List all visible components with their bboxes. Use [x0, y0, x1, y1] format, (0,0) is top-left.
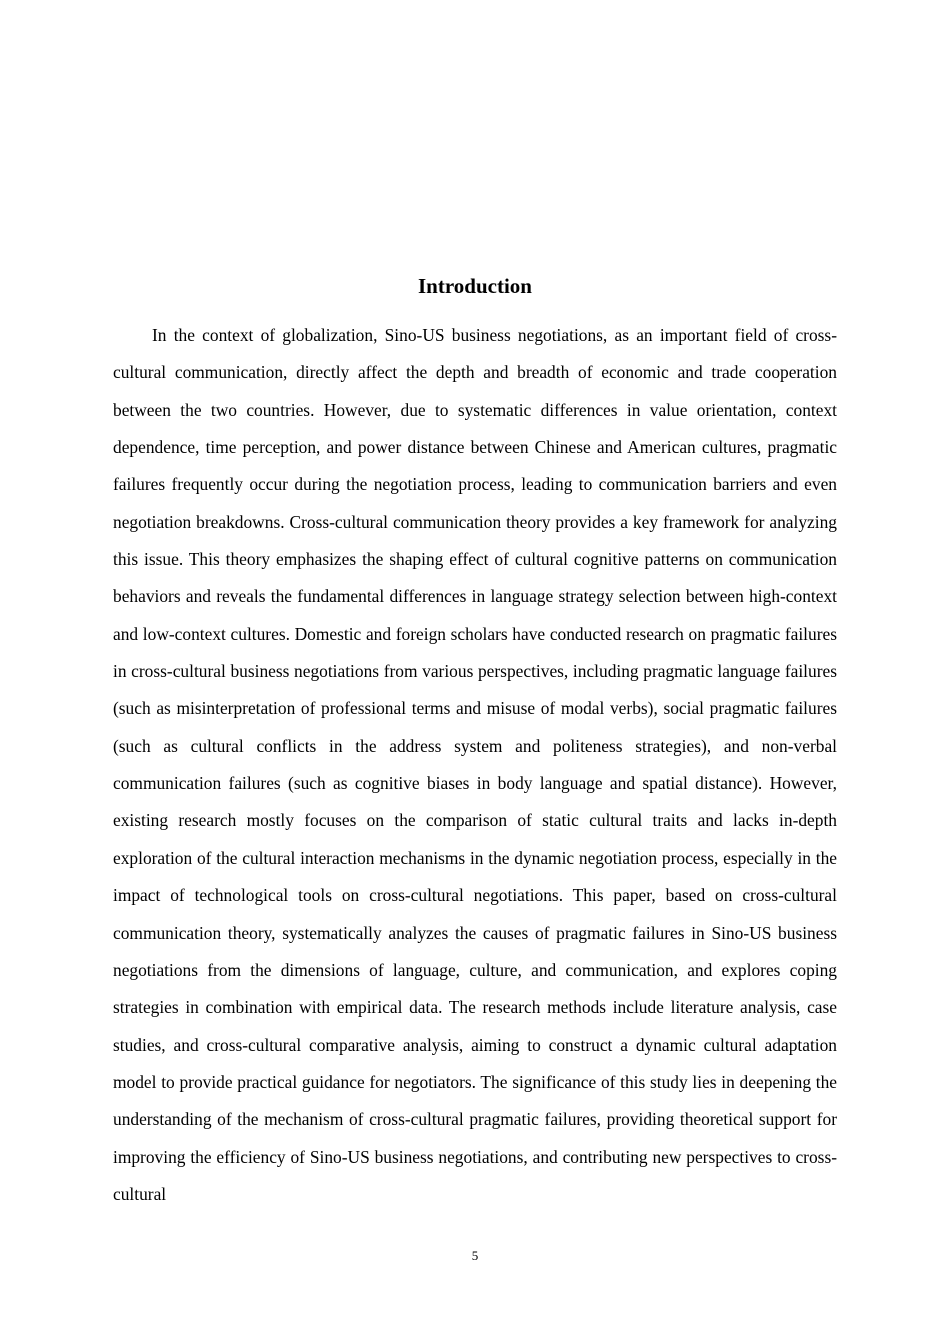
body-paragraph: In the context of globalization, Sino-US business negotiations, as an important field of cross-cultural communication, directly affect the depth and breadth of economic and trade cooperation between the two countries. However, due to systematic differences in value orientation, context dependence, time perception, and power distance between Chinese and American cultures, pragmatic failures frequently occur during the negotiation process, leading to communication barriers and even negotiation breakdowns. Cross-cultural communication theory provides a key framework for analyzing this issue. This theory emphasizes the shaping effect of cultural cognitive patterns on communication behaviors and reveals the fundamental differences in language strategy selection between high-context and low-context cultures. Domestic and foreign scholars have conducted research on pragmatic failures in cross-cultural business negotiations from various perspectives, including pragmatic language failures (such as misinterpretation of professional terms and misuse of modal verbs), social pragmatic failures (such as cultural conflicts in the address system and politeness strategies), and non-verbal communication failures (such as cognitive biases in body language and spatial distance). However, existing research mostly focuses on the comparison of static cultural traits and lacks in-depth exploration of the cultural interaction mechanisms in the dynamic negotiation process, especially in the impact of technological tools on cross-cultural negotiations. This paper, based on cross-cultural communication theory, systematically analyzes the causes of pragmatic failures in Sino-US business negotiations from the dimensions of language, culture, and communication, and explores coping strategies in combination with empirical data. The research methods include literature analysis, case studies, and cross-cultural comparative analysis, aiming to construct a dynamic cultural adaptation model to provide practical guidance for negotiators. The significance of this study lies in deepening the understanding of the mechanism of cross-cultural pragmatic failures, providing theoretical support for improving the efficiency of Sino-US business negotiations, and contributing new perspectives to cross-cultural: [113, 325, 837, 1204]
page-number: 5: [471, 1248, 479, 1263]
section-heading: Introduction: [418, 274, 532, 298]
